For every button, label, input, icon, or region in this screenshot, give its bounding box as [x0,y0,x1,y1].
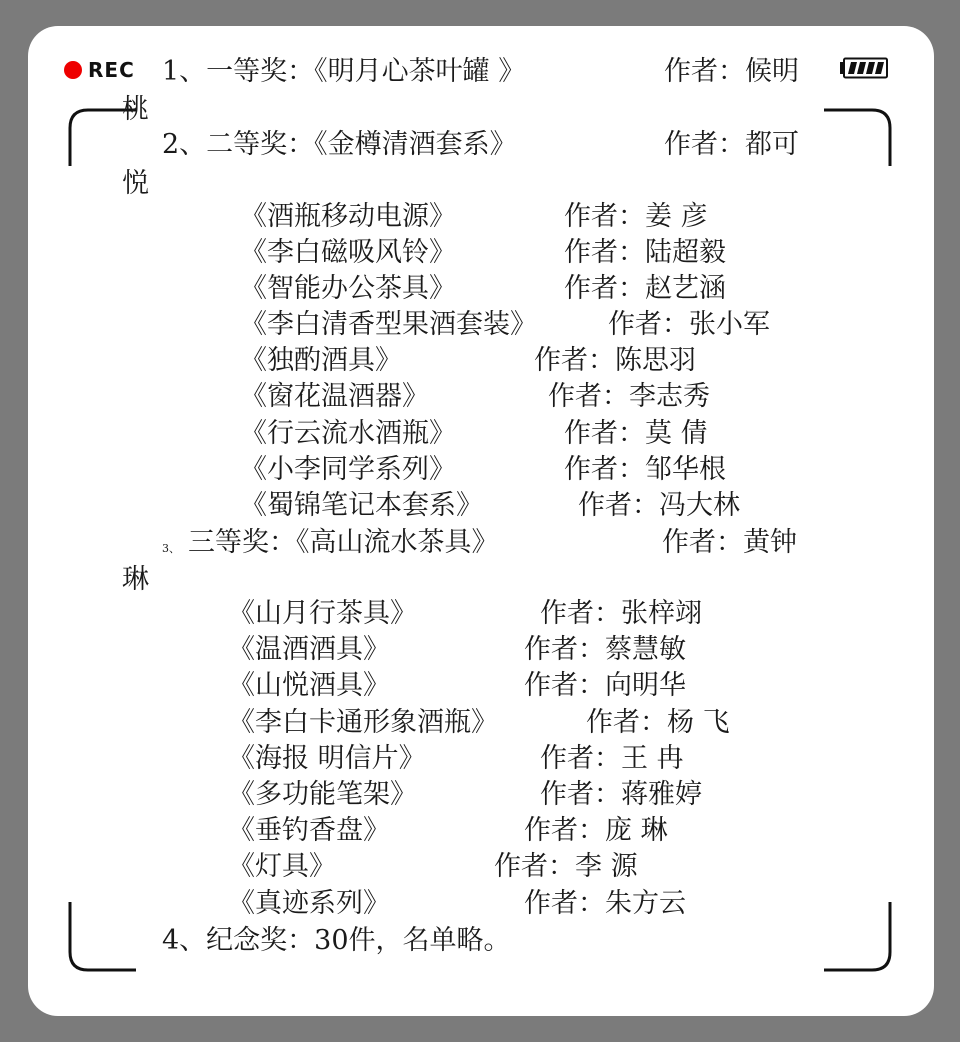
list-item-title: 《小李同学系列》 [240,454,456,485]
list-item-author: 作者：赵艺涵 [564,273,726,304]
list-item-author: 作者：庞 琳 [524,815,668,846]
fourth-prize-line: 4、纪念奖：30件，名单略。 [162,925,511,956]
list-item-author: 作者：李 源 [494,851,638,882]
list-item-title: 《灯具》 [228,851,336,882]
list-item-author: 作者：蔡慧敏 [524,634,686,665]
third-prize-author-wrap: 琳 [122,564,149,595]
list-item-author: 作者：杨 飞 [586,707,730,738]
list-item-author: 作者：张梓翊 [540,598,702,629]
list-item-title: 《垂钓香盘》 [228,815,390,846]
list-item-author: 作者：莫 倩 [564,418,708,449]
list-item-author: 作者：张小军 [608,309,770,340]
third-prize-number: 3、 [162,542,180,555]
list-item-author: 作者：邹华根 [564,454,726,485]
rec-label: REC [88,58,135,82]
list-item-title: 《真迹系列》 [228,888,390,919]
list-item-author: 作者：李志秀 [548,381,710,412]
record-dot-icon [64,61,82,79]
list-item-title: 《窗花温酒器》 [240,381,429,412]
battery-full-icon [839,57,889,79]
list-item-title: 《蜀锦笔记本套系》 [240,490,483,521]
list-item-title: 《山悦酒具》 [228,670,390,701]
viewfinder-corner-top-right [822,106,894,168]
list-item-title: 《李白磁吸风铃》 [240,237,456,268]
first-prize-author: 作者：候明 [664,56,799,87]
list-item-title: 《李白卡通形象酒瓶》 [228,707,498,738]
second-prize-line: 2、二等奖：《金樽清酒套系》 [162,129,517,160]
list-item-author: 作者：陆超毅 [564,237,726,268]
list-item-author: 作者：冯大林 [578,490,740,521]
list-item-title: 《行云流水酒瓶》 [240,418,456,449]
list-item-author: 作者：姜 彦 [564,201,708,232]
viewfinder-corner-bottom-left [66,900,138,974]
list-item-author: 作者：蒋雅婷 [540,779,702,810]
list-item-author: 作者：王 冉 [540,743,684,774]
list-item-title: 《智能办公茶具》 [240,273,456,304]
list-item-title: 《李白清香型果酒套装》 [240,309,537,340]
second-prize-author-wrap: 悦 [122,168,149,199]
third-prize-line: 三等奖：《高山流水茶具》 [188,527,499,558]
list-item-title: 《酒瓶移动电源》 [240,201,456,232]
list-item-title: 《多功能笔架》 [228,779,417,810]
list-item-author: 作者：向明华 [524,670,686,701]
list-item-title: 《海报 明信片》 [228,743,426,774]
first-prize-line: 1、一等奖：《明月心茶叶罐 》 [162,56,526,87]
first-prize-author-wrap: 桃 [122,94,149,125]
list-item-title: 《独酌酒具》 [240,345,402,376]
list-item-author: 作者：陈思羽 [534,345,696,376]
third-prize-author: 作者：黄钟 [662,527,797,558]
second-prize-author: 作者：都可 [664,129,799,160]
list-item-title: 《山月行茶具》 [228,598,417,629]
list-item-author: 作者：朱方云 [524,888,686,919]
viewfinder-corner-bottom-right [822,900,894,974]
rec-indicator [64,58,135,82]
list-item-title: 《温酒酒具》 [228,634,390,665]
